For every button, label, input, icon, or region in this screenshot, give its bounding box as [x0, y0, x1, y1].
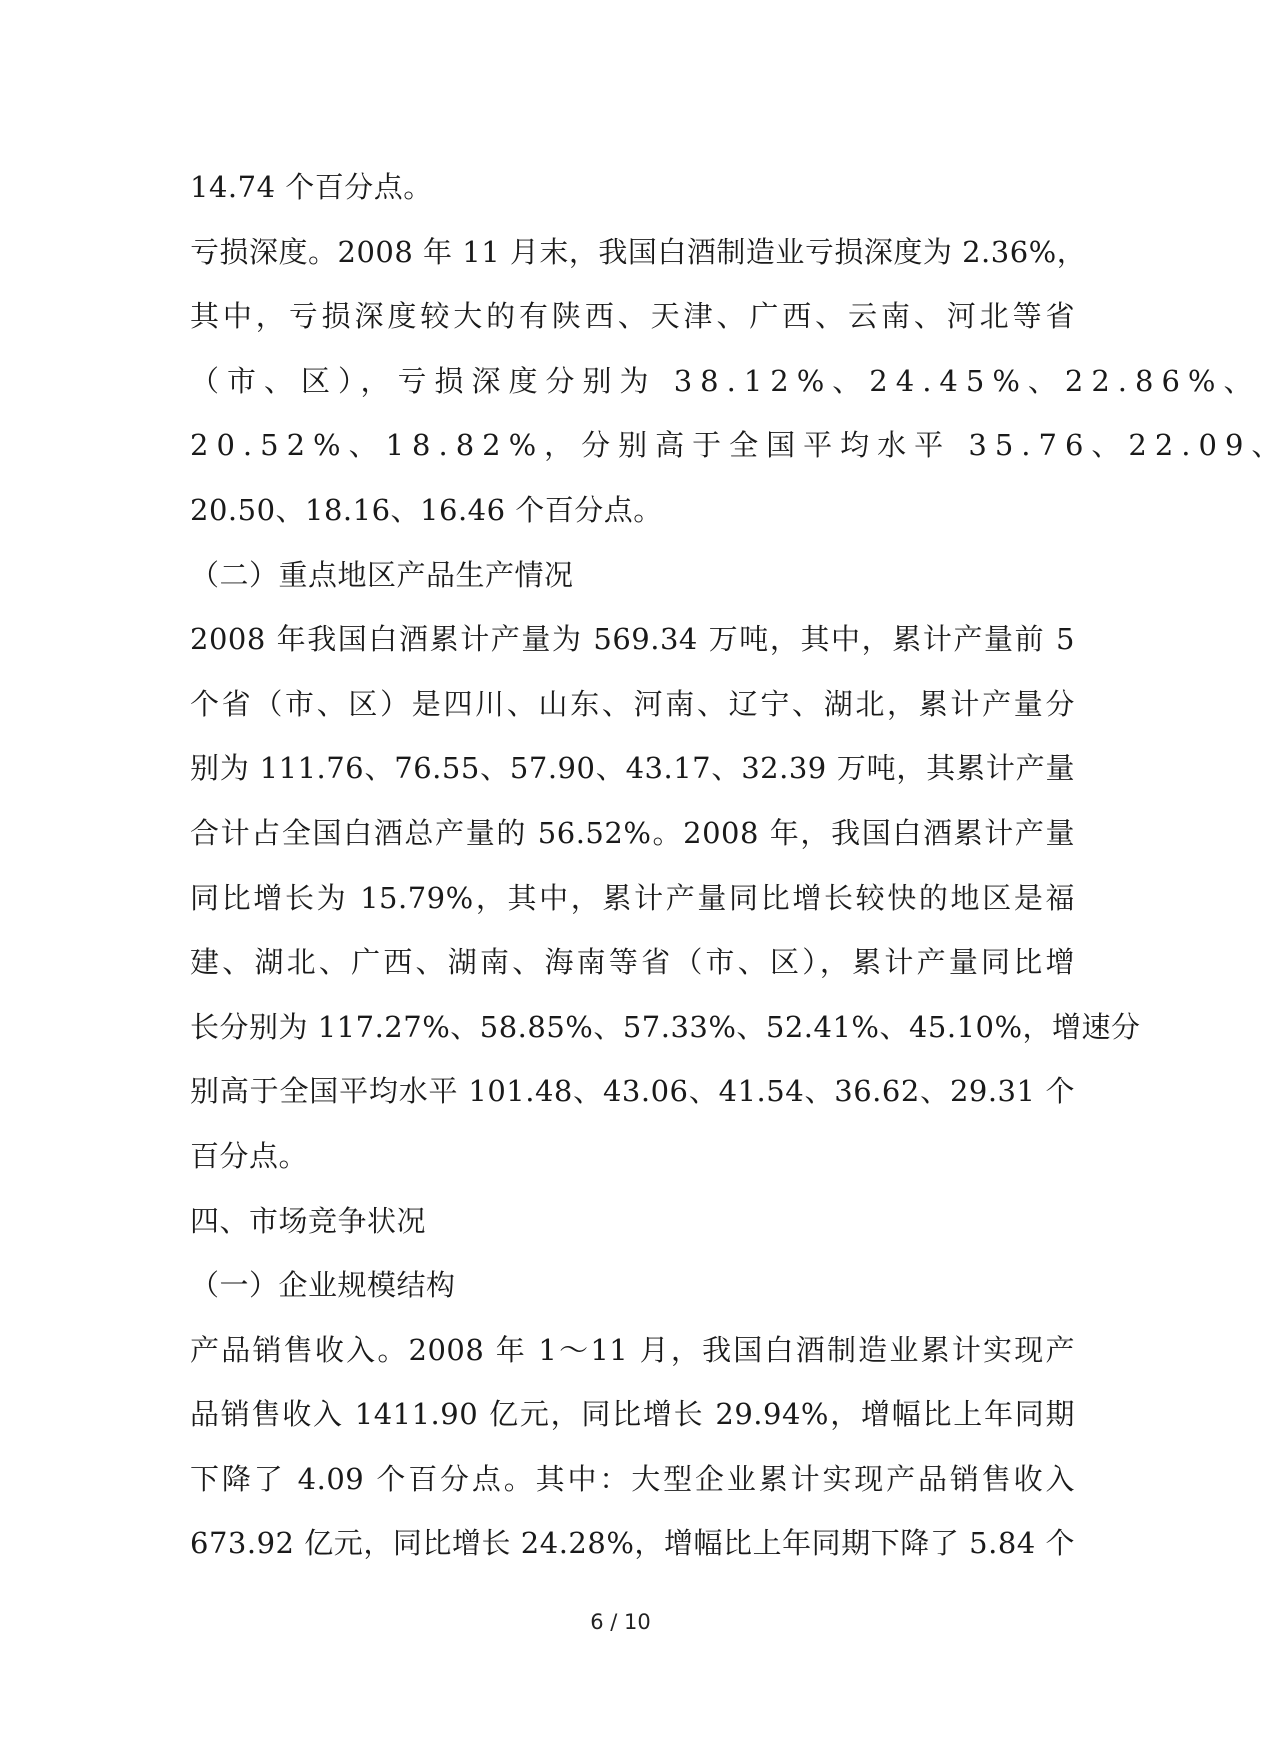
text-line: 20.52%、18.82%，分别高于全国平均水平 35.76、22.09、 — [190, 428, 1288, 463]
text-line: 别为 111.76、76.55、57.90、43.17、32.39 万吨，其累计产量 — [190, 751, 1075, 786]
text-line: 2008 年我国白酒累计产量为 569.34 万吨，其中，累计产量前 5 — [190, 622, 1075, 657]
chapter-heading: 四、市场竞争状况 — [190, 1203, 427, 1238]
text-line: 百分点。 — [190, 1138, 309, 1173]
text-line: 14.74 个百分点。 — [190, 170, 433, 204]
page-number: 6 / 10 — [590, 1610, 651, 1634]
text-line: 673.92 亿元，同比增长 24.28%，增幅比上年同期下降了 5.84 个 — [190, 1526, 1075, 1561]
text-line: 其中，亏损深度较大的有陕西、天津、广西、云南、河北等省 — [190, 299, 1075, 334]
text-line: 产品销售收入。2008 年 1～11 月，我国白酒制造业累计实现产 — [190, 1332, 1075, 1367]
text-line: 建、湖北、广西、湖南、海南等省（市、区），累计产量同比增 — [190, 945, 1075, 980]
text-line: （市、区），亏损深度分别为 38.12%、24.45%、22.86%、 — [190, 363, 1261, 398]
document-body — [190, 155, 1288, 1576]
text-line: 长分别为 117.27%、58.85%、57.33%、52.41%、45.10%，增速分 — [190, 1009, 1141, 1044]
text-line: 个省（市、区）是四川、山东、河南、辽宁、湖北，累计产量分 — [190, 686, 1075, 721]
text-line: 品销售收入 1411.90 亿元，同比增长 29.94%，增幅比上年同期 — [190, 1397, 1075, 1432]
text-line: 合计占全国白酒总产量的 56.52%。2008 年，我国白酒累计产量 — [190, 815, 1075, 850]
text-line: 别高于全国平均水平 101.48、43.06、41.54、36.62、29.31 个 — [190, 1074, 1075, 1109]
text-line: 下降了 4.09 个百分点。其中：大型企业累计实现产品销售收入 — [190, 1461, 1075, 1496]
section-heading: （二）重点地区产品生产情况 — [190, 557, 574, 592]
text-line: 20.50、18.16、16.46 个百分点。 — [190, 492, 663, 527]
section-heading: （一）企业规模结构 — [190, 1268, 456, 1303]
text-line: 亏损深度。2008 年 11 月末，我国白酒制造业亏损深度为 2.36%， — [190, 234, 1087, 269]
text-line: 同比增长为 15.79%，其中，累计产量同比增长较快的地区是福 — [190, 880, 1075, 915]
